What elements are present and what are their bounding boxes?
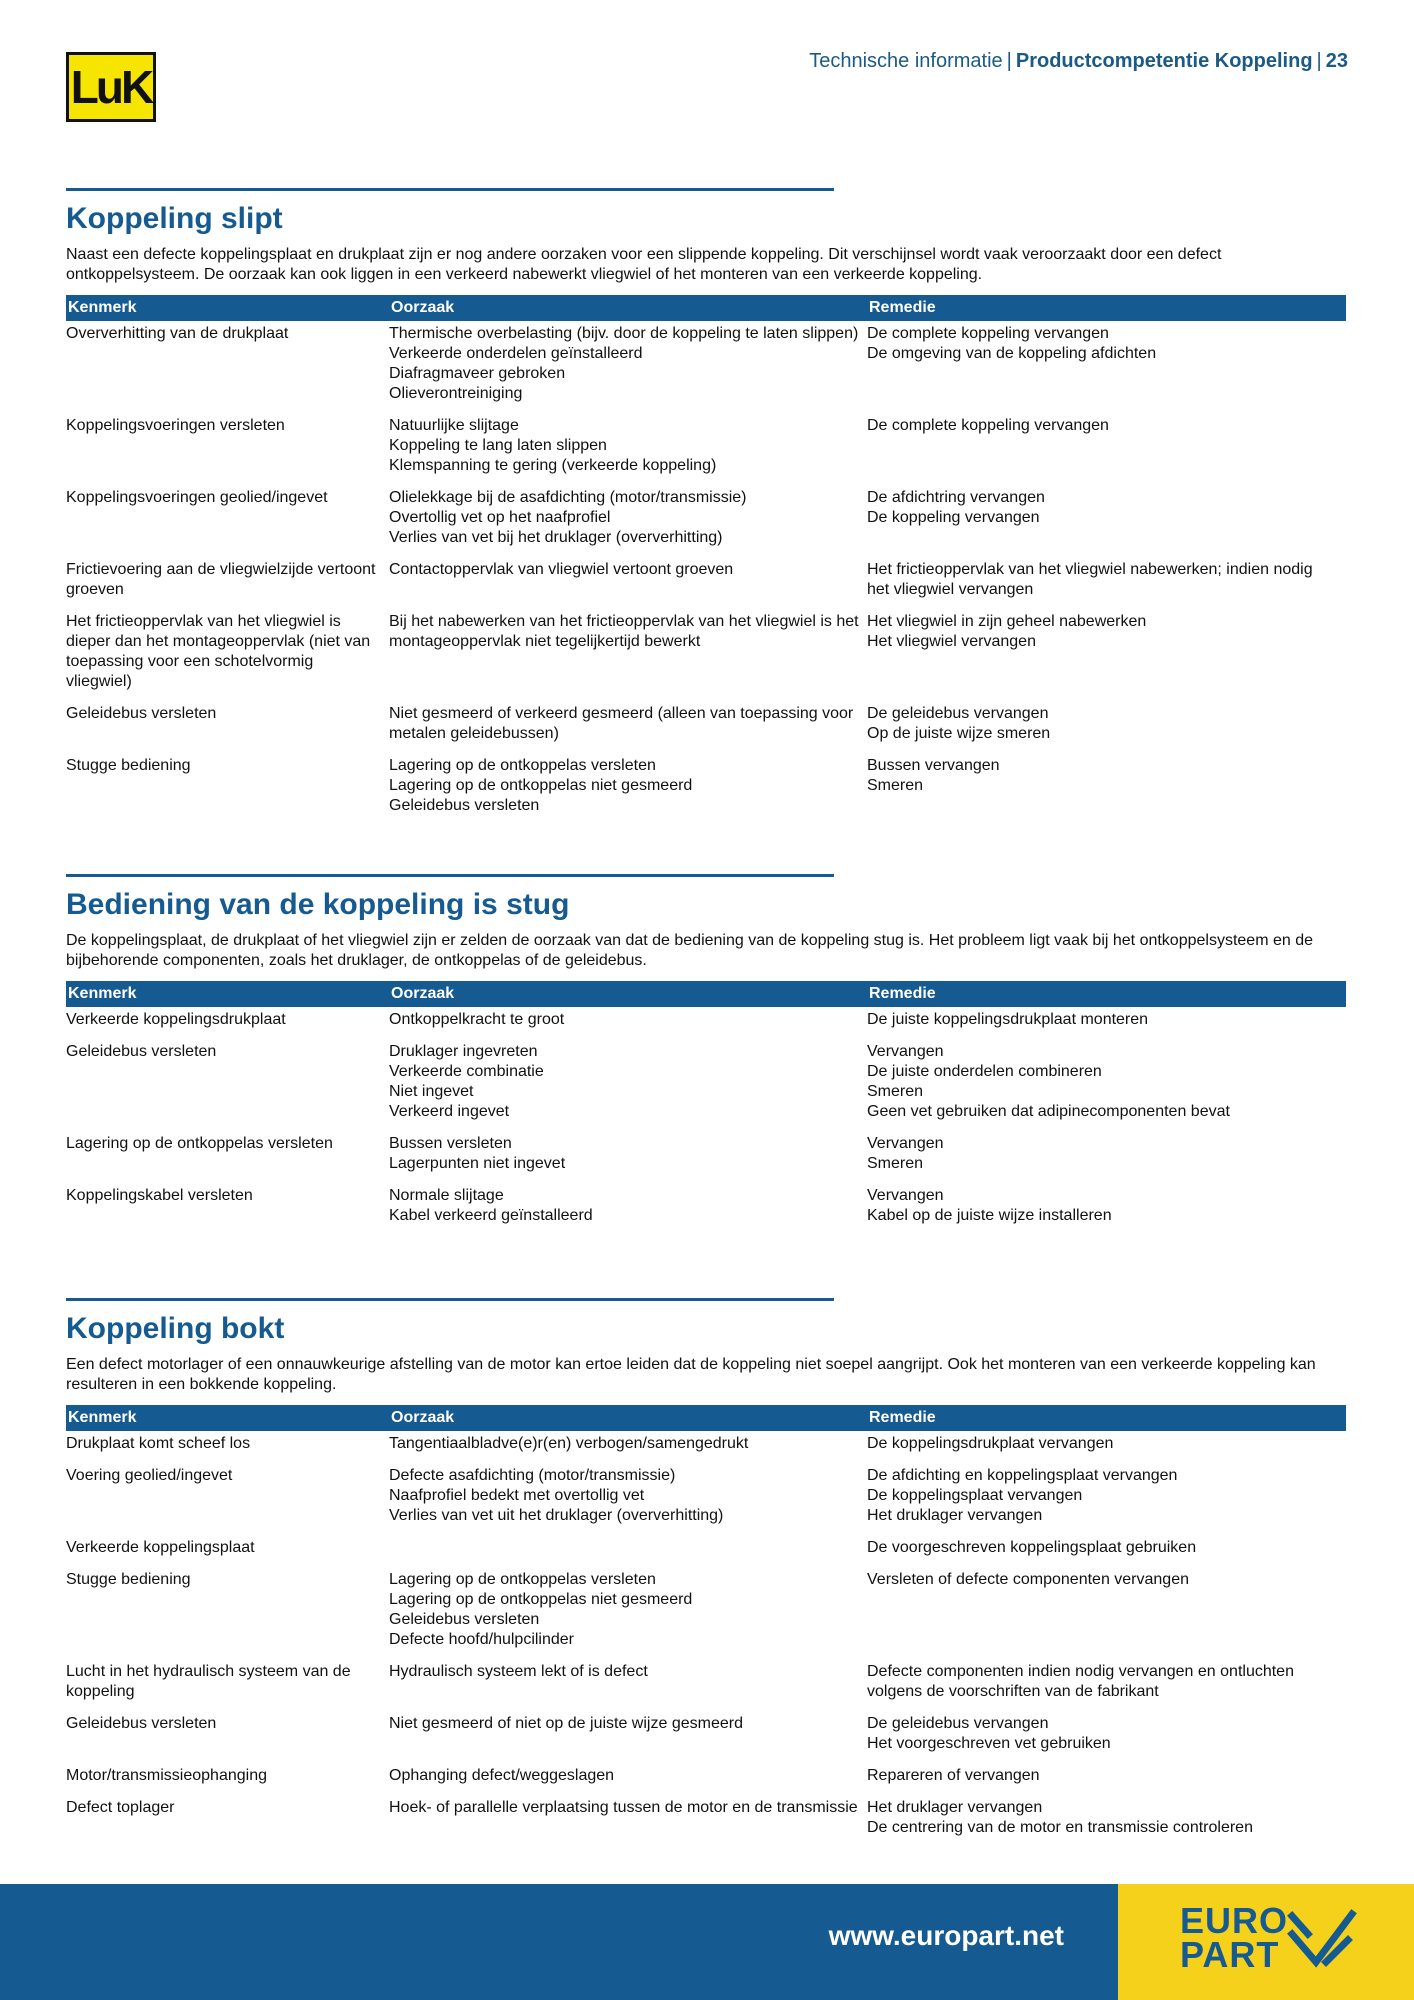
col-header-kenmerk: Kenmerk	[66, 295, 389, 321]
checkmark-icon	[1286, 1904, 1358, 1976]
section-bediening-stug	[66, 874, 1346, 1235]
cell-remedie	[867, 753, 1346, 825]
section-rule	[66, 874, 834, 877]
cell-kenmerk: Koppelingsvoeringen geolied/ingevet	[66, 489, 328, 506]
oorzaak-line: Druklager ingevreten	[389, 1043, 538, 1060]
cell-kenmerk: Geleidebus versleten	[66, 1043, 217, 1060]
remedie-line: De juiste onderdelen combineren	[867, 1063, 1102, 1080]
col-header-kenmerk: Kenmerk	[66, 1405, 389, 1431]
section-intro: Naast een defecte koppelingsplaat en drukplaat zijn er nog andere oorzaken voor een slippende koppeling. Dit verschijnsel wordt vaak veroorzaakt door een defect ontkoppelsysteem. De oorzaak kan ook liggen in een verkeerd nabewerkt vliegwiel of het monteren van een verkeerde koppeling.	[66, 246, 1222, 283]
oorzaak-line: Defecte hoofd/hulpcilinder	[389, 1631, 575, 1648]
remedie-line: Het frictieoppervlak van het vliegwiel nabewerken; indien nodig het vliegwiel vervangen	[867, 561, 1313, 598]
oorzaak-line: Diafragmaveer gebroken	[389, 365, 566, 382]
oorzaak-line: Kabel verkeerd geïnstalleerd	[389, 1207, 593, 1224]
cell-kenmerk: Verkeerde koppelingsdrukplaat	[66, 1011, 286, 1028]
remedie-line: De omgeving van de koppeling afdichten	[867, 345, 1157, 362]
cell-remedie	[867, 1183, 1346, 1235]
remedie-line: Vervangen	[867, 1135, 944, 1152]
oorzaak-line: Tangentiaalbladve(e)r(en) verbogen/samengedrukt	[389, 1435, 749, 1452]
cell-oorzaak	[389, 1007, 867, 1039]
remedie-line: Het druklager vervangen	[867, 1507, 1043, 1524]
cell-remedie	[867, 609, 1346, 701]
cell-remedie	[867, 1463, 1346, 1535]
table-row	[66, 1007, 1346, 1039]
cell-kenmerk: Geleidebus versleten	[66, 1715, 217, 1732]
cell-oorzaak	[389, 609, 867, 701]
oorzaak-line: Overtollig vet op het naafprofiel	[389, 509, 611, 526]
cell-remedie	[867, 1535, 1346, 1567]
oorzaak-line: Normale slijtage	[389, 1187, 504, 1204]
cell-remedie	[867, 701, 1346, 753]
cell-oorzaak	[389, 1795, 867, 1847]
oorzaak-line: Olieverontreiniging	[389, 385, 523, 402]
footer-website-link[interactable]: www.europart.net	[828, 1920, 1064, 1951]
table-row	[66, 1131, 1346, 1183]
oorzaak-line: Klemspanning te gering (verkeerde koppeling)	[389, 457, 717, 474]
table-row	[66, 701, 1346, 753]
remedie-line: De juiste koppelingsdrukplaat monteren	[867, 1011, 1149, 1028]
cell-oorzaak	[389, 413, 867, 485]
cell-oorzaak	[389, 1711, 867, 1763]
troubleshoot-table	[66, 295, 1346, 825]
oorzaak-line: Contactoppervlak van vliegwiel vertoont groeven	[389, 561, 734, 578]
remedie-line: Smeren	[867, 1155, 924, 1172]
oorzaak-line: Verlies van vet bij het druklager (oververhitting)	[389, 529, 723, 546]
oorzaak-line: Thermische overbelasting (bijv. door de koppeling te laten slippen)	[389, 325, 859, 342]
section-intro: Een defect motorlager of een onnauwkeurige afstelling van de motor kan ertoe leiden dat de koppeling niet soepel aangrijpt. Ook het monteren van een verkeerde koppeling kan resulteren in een bokkende koppeling.	[66, 1356, 1316, 1393]
section-intro: De koppelingsplaat, de drukplaat of het vliegwiel zijn er zelden de oorzaak van dat de bediening van de koppeling stug is. Het probleem ligt vaak bij het ontkoppelsysteem en de bijbehorende componenten, zoals het druklager, de ontkoppelas of de geleidebus.	[66, 932, 1314, 969]
cell-oorzaak	[389, 1183, 867, 1235]
header-category: Technische informatie	[809, 50, 1003, 72]
oorzaak-line: Verlies van vet uit het druklager (oververhitting)	[389, 1507, 724, 1524]
remedie-line: Smeren	[867, 777, 924, 794]
table-row	[66, 1711, 1346, 1763]
section-koppeling-bokt	[66, 1298, 1346, 1847]
oorzaak-line: Niet gesmeerd of verkeerd gesmeerd (alleen van toepassing voor metalen geleidebussen)	[389, 705, 854, 742]
cell-kenmerk: Stugge bediening	[66, 1571, 191, 1588]
remedie-line: Repareren of vervangen	[867, 1767, 1040, 1784]
cell-oorzaak	[389, 701, 867, 753]
section-title: Bediening van de koppeling is stug	[66, 888, 570, 921]
troubleshoot-table	[66, 1405, 1346, 1847]
oorzaak-line: Lagering op de ontkoppelas versleten	[389, 757, 656, 774]
table-row	[66, 609, 1346, 701]
cell-kenmerk: Drukplaat komt scheef los	[66, 1435, 251, 1452]
oorzaak-line: Verkeerde combinatie	[389, 1063, 544, 1080]
cell-kenmerk: Geleidebus versleten	[66, 705, 217, 722]
oorzaak-line: Ophanging defect/weggeslagen	[389, 1767, 615, 1784]
cell-oorzaak	[389, 485, 867, 557]
cell-remedie	[867, 1431, 1346, 1463]
cell-oorzaak	[389, 557, 867, 609]
cell-oorzaak	[389, 1039, 867, 1131]
cell-remedie	[867, 321, 1346, 413]
table-row	[66, 1795, 1346, 1847]
cell-kenmerk: Koppelingskabel versleten	[66, 1187, 253, 1204]
section-rule	[66, 188, 834, 191]
europart-logo	[1118, 1884, 1414, 2000]
cell-oorzaak	[389, 753, 867, 825]
table-row	[66, 1659, 1346, 1711]
remedie-line: Versleten of defecte componenten vervangen	[867, 1571, 1189, 1588]
table-row	[66, 753, 1346, 825]
oorzaak-line: Geleidebus versleten	[389, 797, 540, 814]
oorzaak-line: Verkeerd ingevet	[389, 1103, 510, 1120]
cell-kenmerk: Motor/transmissieophanging	[66, 1767, 267, 1784]
cell-oorzaak	[389, 1659, 867, 1711]
oorzaak-line: Lagering op de ontkoppelas niet gesmeerd	[389, 1591, 693, 1608]
table-row	[66, 1183, 1346, 1235]
oorzaak-line: Koppeling te lang laten slippen	[389, 437, 607, 454]
troubleshoot-table	[66, 981, 1346, 1235]
table-row	[66, 1039, 1346, 1131]
oorzaak-line: Ontkoppelkracht te groot	[389, 1011, 565, 1028]
section-title: Koppeling slipt	[66, 202, 283, 235]
cell-remedie	[867, 1795, 1346, 1847]
cell-oorzaak	[389, 1131, 867, 1183]
oorzaak-line: Defecte asafdichting (motor/transmissie)	[389, 1467, 676, 1484]
remedie-line: De complete koppeling vervangen	[867, 325, 1109, 342]
col-header-oorzaak: Oorzaak	[389, 981, 867, 1007]
table-row	[66, 1535, 1346, 1567]
cell-kenmerk: Lagering op de ontkoppelas versleten	[66, 1135, 333, 1152]
section-title: Koppeling bokt	[66, 1312, 285, 1345]
table-row	[66, 1463, 1346, 1535]
col-header-remedie: Remedie	[867, 981, 1346, 1007]
oorzaak-line: Hydraulisch systeem lekt of is defect	[389, 1663, 648, 1680]
remedie-line: Defecte componenten indien nodig vervangen en ontluchten volgens de voorschriften van de fabrikant	[867, 1663, 1294, 1700]
oorzaak-line: Geleidebus versleten	[389, 1611, 540, 1628]
remedie-line: De geleidebus vervangen	[867, 705, 1049, 722]
oorzaak-line: Niet gesmeerd of niet op de juiste wijze gesmeerd	[389, 1715, 743, 1732]
header-title: Productcompetentie Koppeling	[1015, 50, 1313, 72]
oorzaak-line: Lagerpunten niet ingevet	[389, 1155, 566, 1172]
remedie-line: Kabel op de juiste wijze installeren	[867, 1207, 1112, 1224]
oorzaak-line: Bij het nabewerken van het frictieoppervlak van het vliegwiel is het montageoppervlak niet tegelijkertijd bewerkt	[389, 613, 859, 650]
remedie-line: Het voorgeschreven vet gebruiken	[867, 1735, 1111, 1752]
oorzaak-line: Naafprofiel bedekt met overtollig vet	[389, 1487, 645, 1504]
remedie-line: Op de juiste wijze smeren	[867, 725, 1051, 742]
cell-kenmerk: Voering geolied/ingevet	[66, 1467, 233, 1484]
cell-remedie	[867, 1659, 1346, 1711]
cell-oorzaak	[389, 1431, 867, 1463]
cell-remedie	[867, 1131, 1346, 1183]
remedie-line: Het vliegwiel vervangen	[867, 633, 1036, 650]
cell-kenmerk: Frictievoering aan de vliegwielzijde vertoont groeven	[66, 561, 376, 598]
col-header-kenmerk: Kenmerk	[66, 981, 389, 1007]
cell-remedie	[867, 1763, 1346, 1795]
luk-logo	[66, 52, 156, 122]
oorzaak-line: Bussen versleten	[389, 1135, 512, 1152]
remedie-line: De voorgeschreven koppelingsplaat gebruiken	[867, 1539, 1197, 1556]
cell-remedie	[867, 485, 1346, 557]
oorzaak-line: Niet ingevet	[389, 1083, 474, 1100]
cell-oorzaak	[389, 1763, 867, 1795]
cell-kenmerk: Defect toplager	[66, 1799, 175, 1816]
cell-remedie	[867, 1007, 1346, 1039]
table-row	[66, 1763, 1346, 1795]
remedie-line: De geleidebus vervangen	[867, 1715, 1049, 1732]
cell-kenmerk: Verkeerde koppelingsplaat	[66, 1539, 255, 1556]
cell-remedie	[867, 1711, 1346, 1763]
table-row	[66, 1431, 1346, 1463]
col-header-remedie: Remedie	[867, 1405, 1346, 1431]
remedie-line: Het druklager vervangen	[867, 1799, 1043, 1816]
table-row	[66, 485, 1346, 557]
table-row	[66, 413, 1346, 485]
cell-remedie	[867, 1567, 1346, 1659]
cell-oorzaak	[389, 1567, 867, 1659]
remedie-line: Geen vet gebruiken dat adipinecomponenten bevat	[867, 1103, 1230, 1120]
table-row	[66, 321, 1346, 413]
oorzaak-line: Olielekkage bij de asafdichting (motor/transmissie)	[389, 489, 747, 506]
page-header: Technische informatie | Productcompetentie Koppeling | 23	[809, 50, 1348, 72]
col-header-oorzaak: Oorzaak	[389, 1405, 867, 1431]
remedie-line: De koppelingsplaat vervangen	[867, 1487, 1083, 1504]
remedie-line: De koppelingsdrukplaat vervangen	[867, 1435, 1114, 1452]
cell-remedie	[867, 1039, 1346, 1131]
europart-logo-text: EURO PART	[1180, 1900, 1289, 1975]
cell-remedie	[867, 413, 1346, 485]
oorzaak-line: Lagering op de ontkoppelas versleten	[389, 1571, 656, 1588]
cell-kenmerk: Het frictieoppervlak van het vliegwiel is dieper dan het montageoppervlak (niet van toepassing voor een schotelvormig vliegwiel)	[66, 613, 371, 690]
remedie-line: Vervangen	[867, 1187, 944, 1204]
luk-logo-text: LuK	[70, 61, 152, 113]
cell-kenmerk: Koppelingsvoeringen versleten	[66, 417, 285, 434]
cell-remedie	[867, 557, 1346, 609]
oorzaak-line: Natuurlijke slijtage	[389, 417, 519, 434]
cell-oorzaak	[389, 321, 867, 413]
col-header-remedie: Remedie	[867, 295, 1346, 321]
cell-kenmerk: Oververhitting van de drukplaat	[66, 325, 289, 342]
remedie-line: De koppeling vervangen	[867, 509, 1040, 526]
oorzaak-line: Verkeerde onderdelen geïnstalleerd	[389, 345, 643, 362]
cell-kenmerk: Stugge bediening	[66, 757, 191, 774]
remedie-line: De afdichting en koppelingsplaat vervangen	[867, 1467, 1178, 1484]
table-row	[66, 1567, 1346, 1659]
cell-kenmerk: Lucht in het hydraulisch systeem van de koppeling	[66, 1663, 351, 1700]
page-number: 23	[1325, 50, 1348, 72]
cell-oorzaak	[389, 1535, 867, 1567]
remedie-line: Vervangen	[867, 1043, 944, 1060]
footer-bar	[0, 1884, 1414, 2000]
section-rule	[66, 1298, 834, 1301]
oorzaak-line: Lagering op de ontkoppelas niet gesmeerd	[389, 777, 693, 794]
remedie-line: Het vliegwiel in zijn geheel nabewerken	[867, 613, 1147, 630]
remedie-line: De centrering van de motor en transmissie controleren	[867, 1819, 1253, 1836]
col-header-oorzaak: Oorzaak	[389, 295, 867, 321]
cell-oorzaak	[389, 1463, 867, 1535]
remedie-line: Bussen vervangen	[867, 757, 1000, 774]
remedie-line: Smeren	[867, 1083, 924, 1100]
table-row	[66, 557, 1346, 609]
section-koppeling-slipt	[66, 188, 1346, 825]
remedie-line: De complete koppeling vervangen	[867, 417, 1109, 434]
remedie-line: De afdichtring vervangen	[867, 489, 1045, 506]
oorzaak-line: Hoek- of parallelle verplaatsing tussen de motor en de transmissie	[389, 1799, 858, 1816]
